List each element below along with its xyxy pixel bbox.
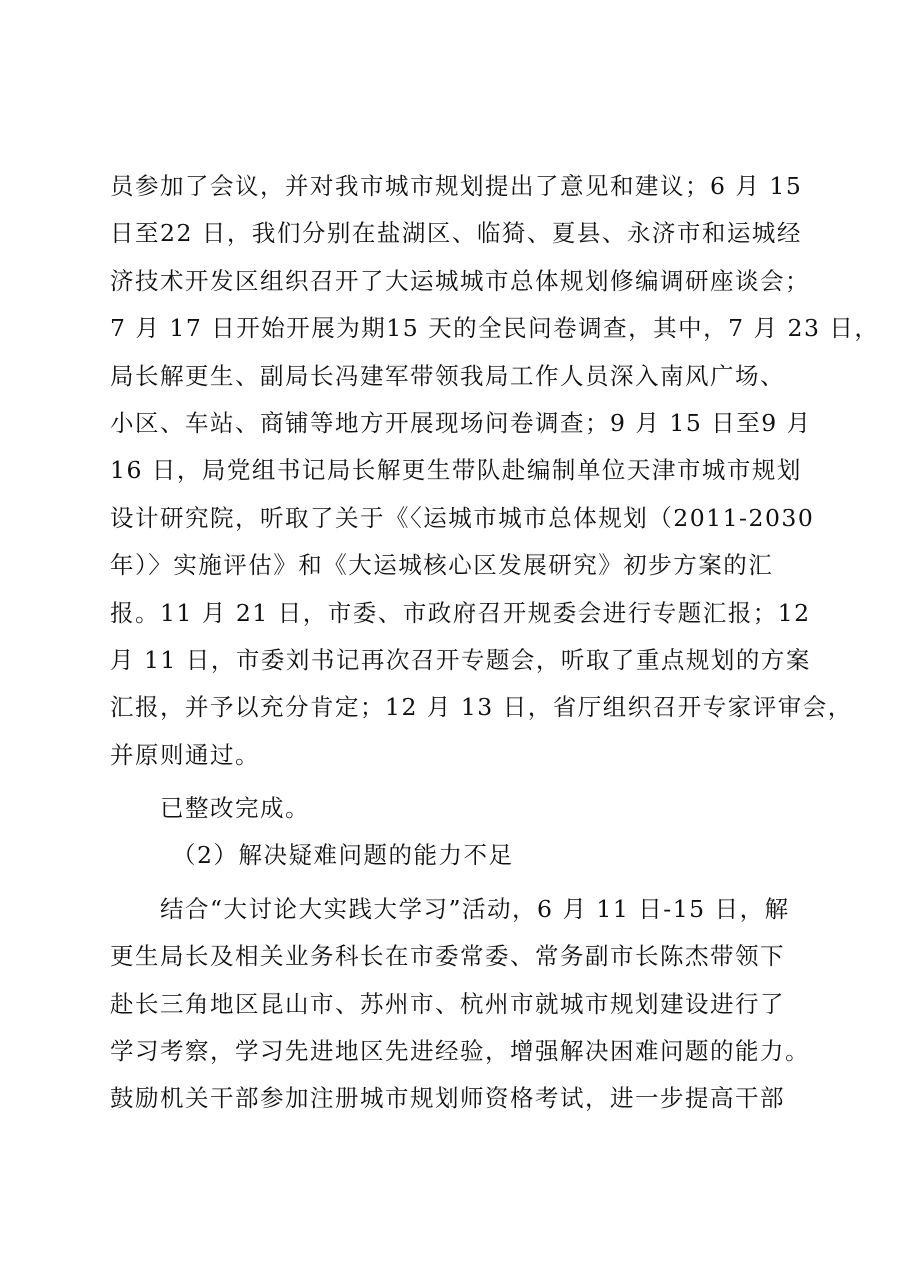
- paragraph-1-line: 并原则通过。: [110, 740, 260, 769]
- paragraph-2-line: 更生局长及相关业务科长在市委常委、常务副市长陈杰带领下: [110, 942, 785, 971]
- paragraph-1-line: 月 11 日，市委刘书记再次召开专题会，听取了重点规划的方案: [110, 645, 811, 674]
- paragraph-1-line: 报。11 月 21 日，市委、市政府召开规委会进行专题汇报；12: [110, 598, 811, 627]
- paragraph-1-line: 济技术开发区组织召开了大运城城市总体规划修编调研座谈会；: [110, 266, 810, 295]
- paragraph-2: [110, 886, 810, 1123]
- document-body: [110, 163, 880, 1123]
- paragraph-1-line: 设计研究院，听取了关于《〈运城市城市总体规划（2011-2030: [110, 503, 815, 532]
- paragraph-1-line: 日至22 日，我们分别在盐湖区、临猗、夏县、永济市和运城经: [110, 219, 802, 248]
- paragraph-1-line: 员参加了会议，并对我市城市规划提出了意见和建议；6 月 15: [110, 172, 803, 200]
- paragraph-2-line: 赴长三角地区昆山市、苏州市、杭州市就城市规划建设进行了: [110, 989, 785, 1018]
- paragraph-1-line: 汇报，并予以充分肯定；12 月 13 日，省厅组织召开专家评审会，: [110, 693, 853, 722]
- paragraph-1-line: 小区、车站、商铺等地方开展现场问卷调查；9 月 15 日至9 月: [110, 408, 812, 437]
- status-line: 已整改完成。: [160, 794, 310, 823]
- paragraph-2-line: 鼓励机关干部参加注册城市规划师资格考试，进一步提高干部: [110, 1084, 785, 1113]
- paragraph-2-line: 结合“大讨论大实践大学习”活动，6 月 11 日-15 日，解: [160, 894, 790, 923]
- paragraph-1-line: 局长解更生、副局长冯建军带领我局工作人员深入南风广场、: [110, 361, 785, 390]
- paragraph-1-line: 16 日，局党组书记局长解更生带队赴编制单位天津市城市规划: [110, 456, 802, 485]
- paragraph-1-line: 年）〉实施评估》和《大运城核心区发展研究》初步方案的汇: [110, 551, 774, 580]
- paragraph-1: [110, 163, 880, 779]
- paragraph-2-line: 学习考察，学习先进地区先进经验，增强解决困难问题的能力。: [110, 1037, 810, 1066]
- paragraph-1-line: 7 月 17 日开始开展为期15 天的全民问卷调查，其中，7 月 23 日，: [110, 314, 880, 343]
- section-heading: （2）解决疑难问题的能力不足: [172, 841, 514, 870]
